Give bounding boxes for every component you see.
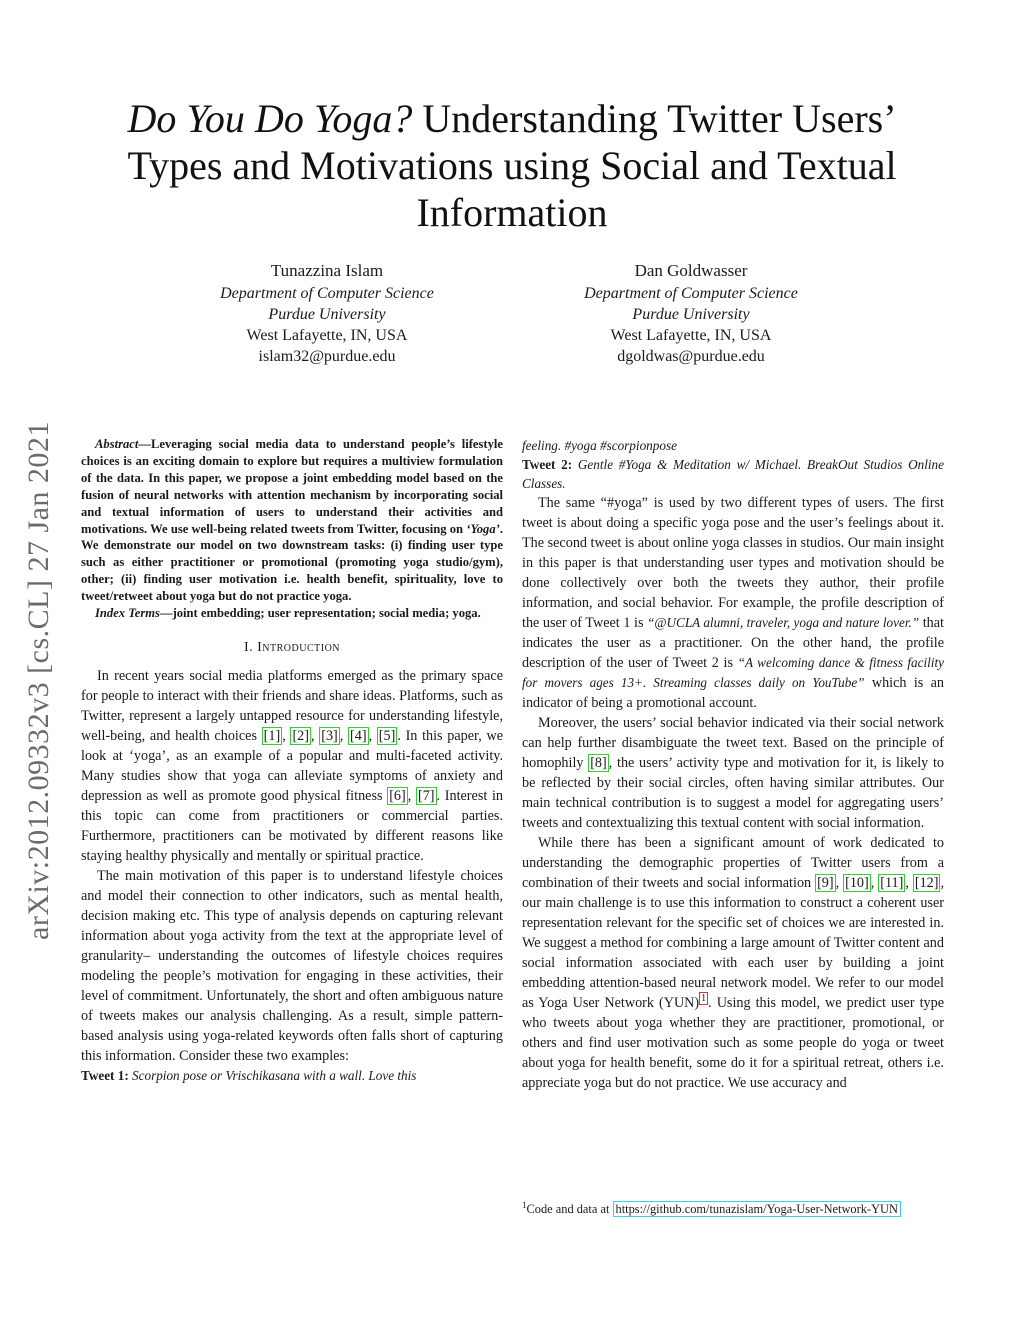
author-loc: West Lafayette, IN, USA <box>610 327 772 344</box>
left-column <box>81 436 503 1085</box>
author-email: dgoldwas@purdue.edu <box>617 348 765 365</box>
paragraph: In recent years social media platforms emerged as the primary space for people to interact with their friends and share ideas. Platforms, such as Twitter, represent a largely untapped resource for understanding lifestyle, well-being, and health choices [1] , [2] , [3] , [4] , [5] . In this paper, we look at ‘yoga’, as an example of a popular and multi-faceted activity. Many studies show that yoga can alleviate symptoms of anxiety and depression as well as promote good physical fitness [6] , [7] . Interest in this topic can come from practitioners or commercial parties. Furthermore, practitioners can be motivated by different reasons like staying healthy physically and mentally or spiritual practice. <box>81 667 504 864</box>
section-number: I. <box>243 639 254 655</box>
tweet-text: Scorpion pose or Vrischikasana with a wall. Love this <box>132 1067 417 1083</box>
abstract-label: Abstract <box>95 437 139 451</box>
tweet-text: feeling. #yoga #scorpionpose <box>522 438 677 453</box>
citation-link[interactable]: [11] <box>880 875 904 891</box>
paragraph-text: that indicates the user as a practitioner. On the other hand, the profile description of the user of Tweet 2 is <box>522 615 944 671</box>
tweet-label: Tweet 2: <box>522 457 573 472</box>
title-line3: Information <box>416 190 608 235</box>
arxiv-stamp: arXiv:2012.09332v3 [cs.CL] 27 Jan 2021 <box>22 421 55 940</box>
footnote-link[interactable]: 1 <box>701 993 707 1005</box>
paragraph <box>522 493 944 713</box>
title-line1: Understanding Twitter Users’ <box>412 96 897 141</box>
section-heading <box>81 638 503 658</box>
author-name: Tunazzina Islam <box>270 261 384 280</box>
citation-link[interactable]: [4] <box>350 727 367 744</box>
paragraph-text: In recent years social media platforms emerged as the primary space for people to interact with their friends and share ideas. Platforms, such as Twitter, represent a largely untapped resource for understanding lifestyle, well-being, and health choices <box>81 667 503 744</box>
author-block-2 <box>511 260 871 367</box>
author-dept: Department of Computer Science <box>220 285 434 302</box>
paragraph-text: While there has been a significant amount of work dedicated to understanding the demographic properties of Twitter users from a combination of their tweets and social information <box>522 835 944 891</box>
author-loc: West Lafayette, IN, USA <box>246 327 408 344</box>
citation-link[interactable]: [1] <box>263 727 281 744</box>
citation-link[interactable]: [12] <box>914 875 939 891</box>
author-block-1 <box>147 260 507 367</box>
paper-title <box>90 95 934 236</box>
paragraph-text: , our main challenge is to use this information to construct a coherent user representation relevant for the specific set of choices we are interested in. We suggest a method for combining a large amount of Twitter content and social information associated with each user by building a joint embedding attention-based neural network model. We refer to our model as Yoga User Network (YUN) <box>522 875 945 1011</box>
paragraph-text: . Using this model, we predict user type who tweets about yoga whether they are practitioner, promotional, or others and find user motivation such as some people do yoga or tweet about yoga for health benefit, some do it for a spiritual retreat, others i.e. appreciate yoga but do not practice. We use accuracy and <box>522 995 944 1091</box>
author-univ: Purdue University <box>632 306 750 323</box>
abstract-text: —Leveraging social media data to understand people’s lifestyle choices is an exciting domain to explore but requires a multiview formulation of the data. In this paper, we propose a joint embedding model based on the fusion of neural networks with attention mechanism by incorporating social and textual information of users to understand their activities and motivations. We use well-being related tweets from Twitter, focusing on <box>81 437 503 536</box>
tweet-text: Gentle #Yoga & Meditation w/ Michael. BreakOut Studios Online Classes. <box>522 457 944 491</box>
footnote-mark: 1 <box>522 1200 527 1210</box>
citation-link[interactable]: [3] <box>321 727 338 744</box>
abstract-text: . We demonstrate our model on two downstream tasks: (i) finding user type such as either practitioner or promotional (promoting yoga studio/gym), other; (ii) finding user motivation i.e. health benefit, spirituality, love to tweet/retweet about yoga but do not practice yoga. <box>81 521 503 604</box>
author-dept: Department of Computer Science <box>584 285 798 302</box>
profile-quote: “@UCLA alumni, traveler, yoga and nature lover.” <box>647 615 920 630</box>
citation-link[interactable]: [9] <box>817 875 834 891</box>
paragraph: While there has been a significant amount of work dedicated to understanding the demographic properties of Twitter users from a combination of their tweets and social information [9] , [10] , [11] , [12] , our main challenge is to use this information to construct a coherent user representation relevant for the specific set of choices we are interested in. We suggest a method for combining a large amount of Twitter content and social information associated with each user by building a joint embedding attention-based neural network model. We refer to our model as Yoga User Network (YUN) $^1$ . Using this model, we predict user type who tweets about yoga whether they are practitioner, promotional, or others and find user motivation such as some people do yoga or tweet about yoga for health benefit, some do it for a spiritual retreat, others i.e. appreciate yoga but do not practice. We use accuracy and <box>522 835 945 1091</box>
paragraph-text: The same “#yoga” is used by two different types of users. The first tweet is about doing a specific yoga pose and the user’s feelings about it. The second tweet is about online yoga classes in studios. Our main insight in this paper is that understanding user types and motivation should be done collectively over both the tweets they author, their profile information, and social behavior. For example, the profile description of the user of Tweet 1 is <box>522 495 945 631</box>
citation-link[interactable]: [6] <box>389 787 406 804</box>
citation-link[interactable]: [5] <box>378 727 396 744</box>
tweet-example-1 <box>81 1066 503 1085</box>
paragraph-text: Moreover, the users’ social behavior indicated via their social network can help further disambiguate the tweet text. Based on the principle of homophily <box>522 715 944 771</box>
author-email: islam32@purdue.edu <box>258 348 396 365</box>
paragraph <box>522 713 944 833</box>
index-terms-text: —joint embedding; user representation; social media; yoga. <box>159 606 481 621</box>
paragraph-text: which is an indicator of being a promotional account. <box>522 675 944 711</box>
index-terms <box>81 605 503 622</box>
abstract-yoga-term: ‘Yoga’ <box>466 521 500 536</box>
title-italic: Do You Do Yoga? <box>127 96 413 141</box>
footnote-text: Code and data at <box>526 1202 613 1217</box>
index-terms-label: Index Terms <box>95 606 160 621</box>
author-name: Dan Goldwasser <box>634 261 748 280</box>
footnote <box>522 1197 952 1217</box>
title-line2: Types and Motivations using Social and Textual <box>127 143 897 188</box>
abstract <box>81 436 503 605</box>
paragraph: The main motivation of this paper is to understand lifestyle choices and model their connection to other indicators, such as mental health, decision making etc. This type of analysis depends on capturing relevant information about yoga activity from the text at the appropriate level of granularity– understanding the outcomes of lifestyle choices requires modeling the people’s motivation for engaging in these activities, their level of commitment. Unfortunately, the short and often ambiguous nature of tweets makes our analysis challenging. As a result, simple pattern-based analysis using yoga-related keywords often falls short of capturing this information. Consider these two examples: <box>81 867 503 1064</box>
right-column <box>522 436 944 1093</box>
citation-link[interactable]: [7] <box>417 787 435 804</box>
github-link[interactable]: https://github.com/tunazislam/Yoga-User-Network-YUN <box>613 1201 901 1217</box>
section-title: Introduction <box>257 639 341 655</box>
tweet-continuation <box>522 436 944 455</box>
citation-link[interactable]: [10] <box>845 875 869 891</box>
author-univ: Purdue University <box>268 306 386 323</box>
tweet-example-2 <box>522 455 944 493</box>
paragraph-text: . In this paper, we look at ‘yoga’, as an example of a popular and multi-faceted activity. Many studies show that yoga can alleviate symptoms of anxiety and depression as well as promote good physical fitness <box>81 727 503 804</box>
paragraph-text: , the users’ activity type and motivation for it, is likely to be reflected by their social circles, often having similar attributes. Our main technical contribution is to suggest a model for aggregating users’ tweets and contextualizing this textual content with social information. <box>522 755 944 831</box>
paragraph-text: . Interest in this topic can come from practitioners or commercial parties. Furthermore, practitioners can be motivated by different reasons like staying healthy physically and mentally or spiritual practice. <box>81 787 504 864</box>
citation-link[interactable]: [8] <box>590 755 607 771</box>
tweet-label: Tweet 1: <box>81 1067 129 1083</box>
profile-quote: “A welcoming dance & fitness facility for movers ages 13+. Streaming classes daily on YouTube” <box>522 655 944 690</box>
citation-link[interactable]: [2] <box>292 727 309 744</box>
